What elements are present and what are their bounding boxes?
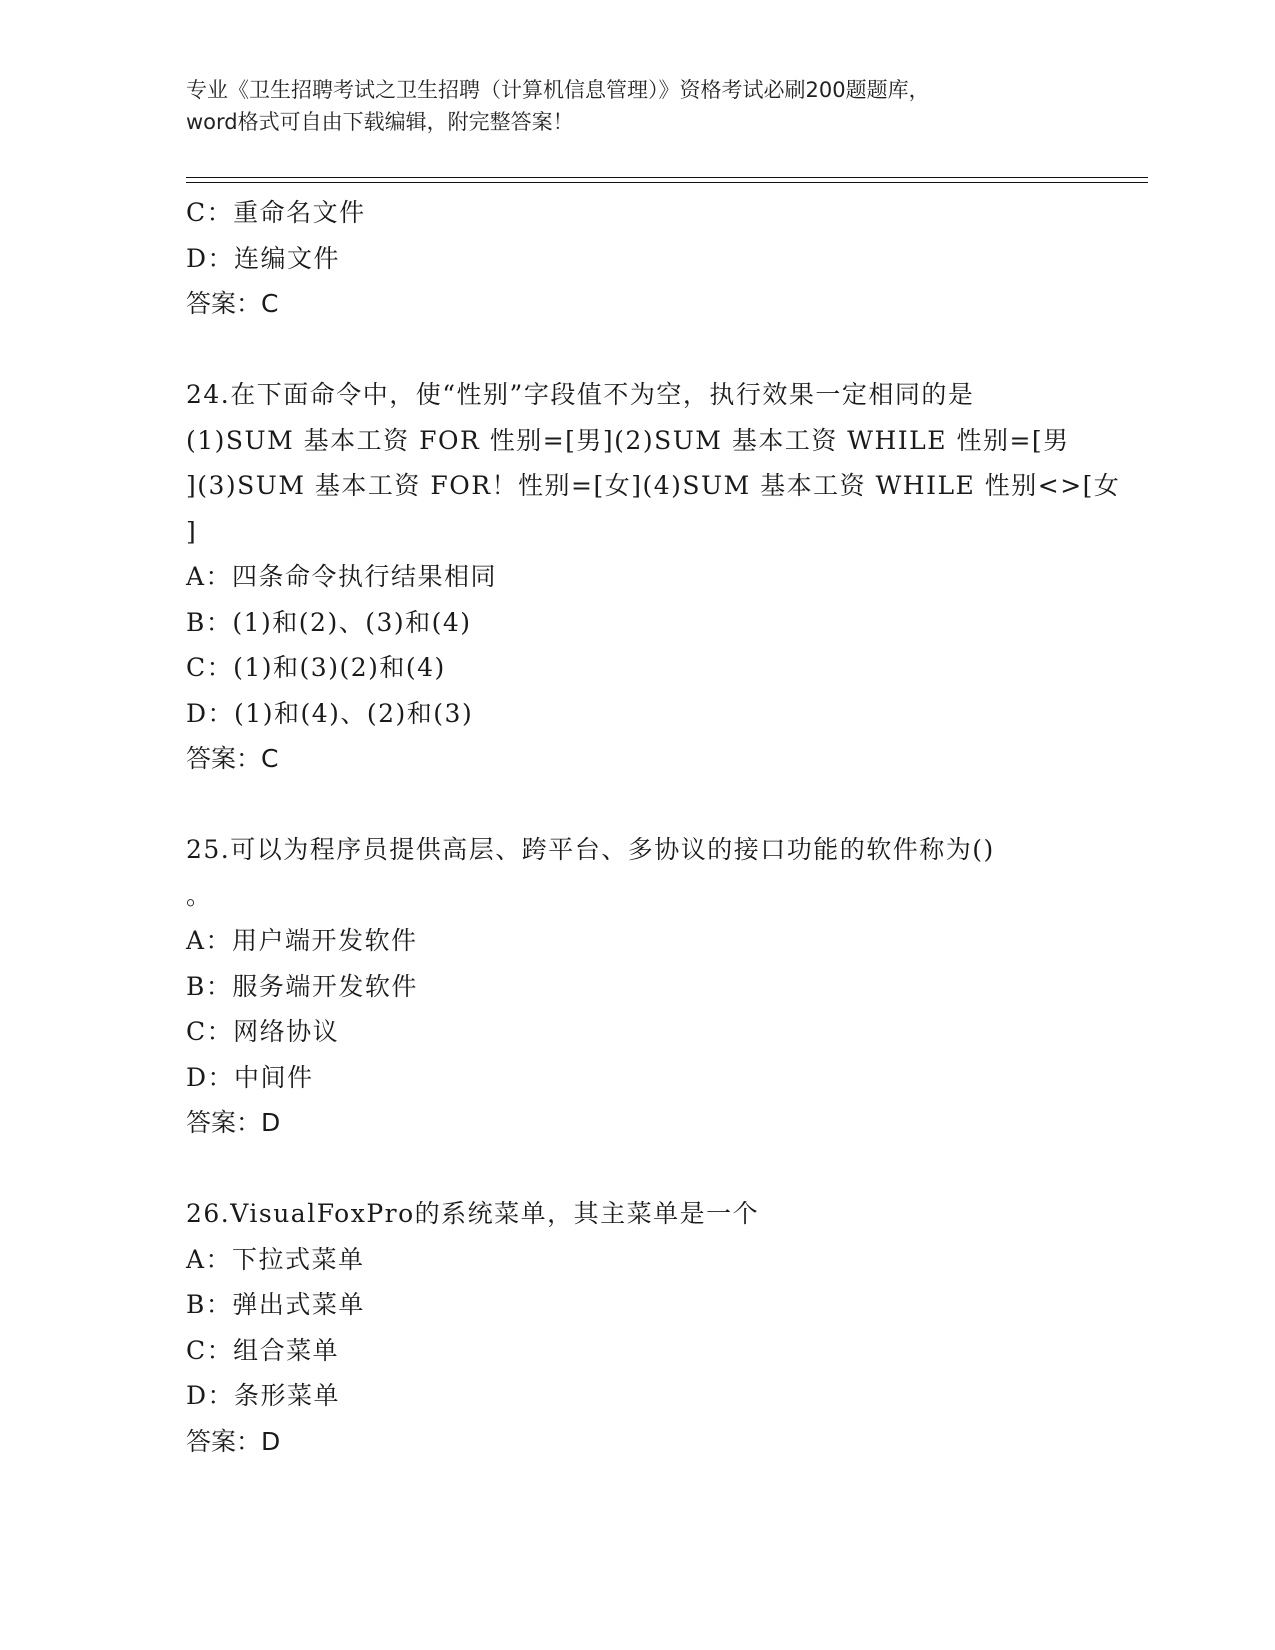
answer-line: 答案：C <box>186 289 279 318</box>
option-b: B：弹出式菜单 <box>186 1290 365 1319</box>
question-stem: 24.在下面命令中，使“性别”字段值不为空，执行效果一定相同的是 <box>186 380 975 409</box>
header-rule-bottom <box>186 182 1148 183</box>
question-stem-cont: ](3)SUM 基本工资 FOR！性别=[女](4)SUM 基本工资 WHILE 性别<>[女 <box>186 471 1121 500</box>
option-d: D：连编文件 <box>186 243 341 273</box>
block-gap <box>186 782 1086 828</box>
block-gap <box>186 1146 1086 1192</box>
question-block-24 <box>186 372 1121 782</box>
option-c: C：组合菜单 <box>186 1335 340 1365</box>
answer-line: 答案：D <box>186 1108 281 1137</box>
option-a: A：四条命令执行结果相同 <box>186 562 498 591</box>
question-content <box>186 190 1121 1464</box>
question-stem-cont: 。 <box>186 880 213 910</box>
question-block-26 <box>186 1191 1086 1464</box>
question-stem-cont: ] <box>186 516 198 546</box>
answer-line: 答案：D <box>186 1426 281 1456</box>
option-c: C：网络协议 <box>186 1017 340 1046</box>
option-b: B：(1)和(2)、(3)和(4) <box>186 607 472 637</box>
answer-line: 答案：C <box>186 744 279 773</box>
question-block-25 <box>186 827 1086 1146</box>
question-stem: 26.VisualFoxPro的系统菜单，其主菜单是一个 <box>186 1199 760 1228</box>
question-block-23 <box>186 190 1086 327</box>
option-c: C：重命名文件 <box>186 198 366 227</box>
option-d: D：(1)和(4)、(2)和(3) <box>186 698 474 728</box>
question-stem-cont: (1)SUM 基本工资 FOR 性别=[男](2)SUM 基本工资 WHILE 性别=[男 <box>186 425 1070 455</box>
document-header <box>186 74 1086 138</box>
block-gap <box>186 327 1086 373</box>
option-a: A：用户端开发软件 <box>186 926 418 955</box>
question-stem: 25.可以为程序员提供高层、跨平台、多协议的接口功能的软件称为() <box>186 835 995 864</box>
option-a: A：下拉式菜单 <box>186 1244 365 1274</box>
header-line-2: word格式可自由下载编辑，附完整答案！ <box>186 110 574 134</box>
option-d: D：中间件 <box>186 1062 314 1092</box>
header-rule-top <box>186 177 1148 178</box>
option-b: B：服务端开发软件 <box>186 971 418 1001</box>
option-d: D：条形菜单 <box>186 1381 341 1410</box>
header-line-1: 专业《卫生招聘考试之卫生招聘（计算机信息管理）》资格考试必刷200题题库， <box>186 78 930 102</box>
option-c: C：(1)和(3)(2)和(4) <box>186 653 446 682</box>
